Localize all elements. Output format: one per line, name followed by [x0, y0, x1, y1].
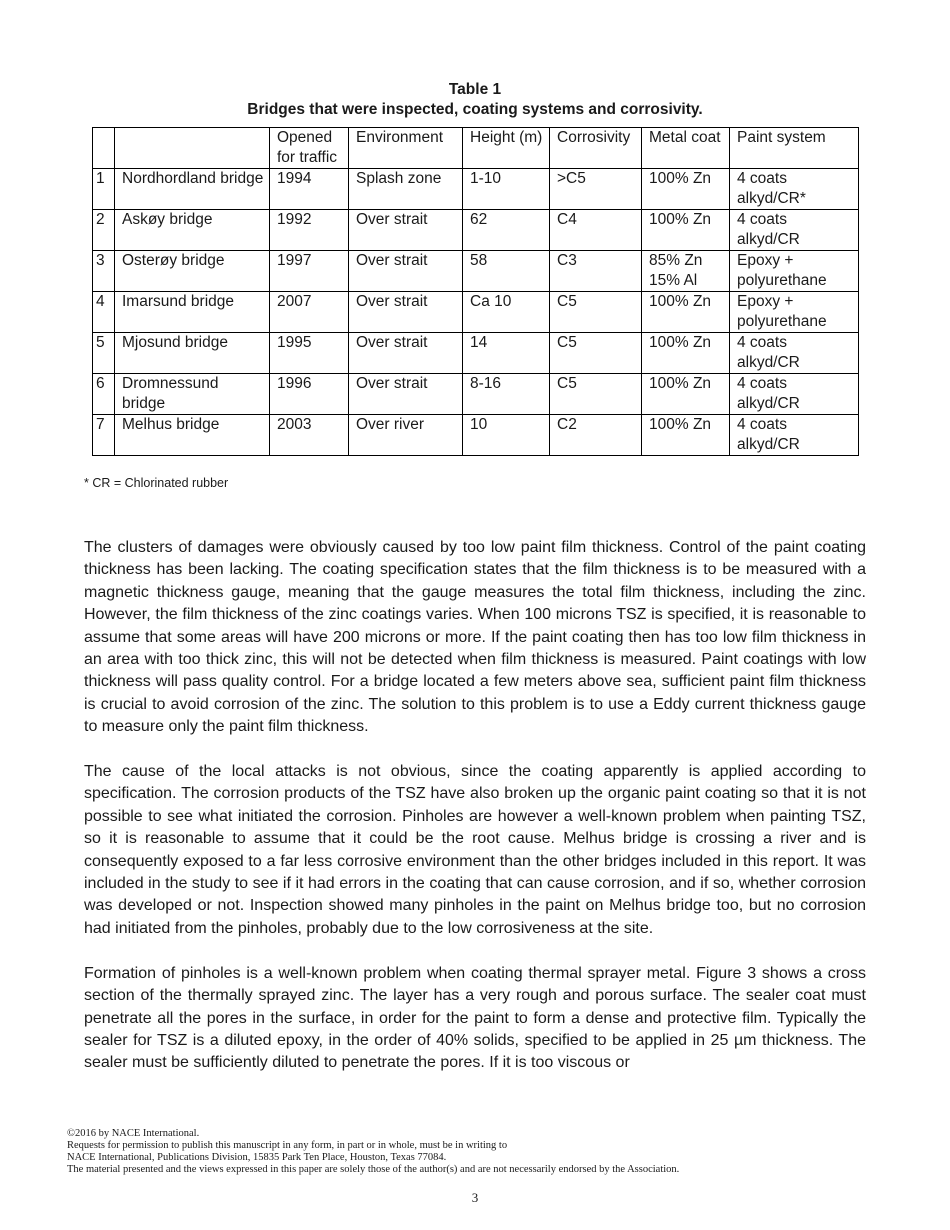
footer-address: NACE International, Publications Division, 15835 Park Ten Place, Houston, Texas 77084.	[67, 1152, 447, 1163]
bridge-name-cell: Dromnessund bridge	[115, 374, 270, 415]
corrosivity-cell: C4	[550, 210, 642, 251]
header-metal-coat: Metal coat	[642, 128, 730, 169]
paragraph: The clusters of damages were obviously caused by too low paint film thickness. Control of the paint coating thickness has been lacking. The coating specification states that the film thickness is to be measured with a magnetic thickness gauge, meaning that the gauge measures the total film thickness, including the zinc. However, the film thickness of the zinc coatings varies. When 100 microns TSZ is specified, it is reasonable to assume that some areas will have 200 microns or more. If the paint coating then has too low film thickness in an area with too thick zinc, this will not be detected when film thickness is measured. Paint coatings with low thickness will pass quality control. For a bridge located a few meters above sea, sufficient paint film thickness is crucial to avoid corrosion of the zinc. The solution to this problem is to use a Eddy current thickness gauge to measure only the paint film thickness.	[84, 539, 866, 736]
row-number-cell: 1	[93, 169, 115, 210]
bridge-name-cell: Imarsund bridge	[115, 292, 270, 333]
row-number-cell: 7	[93, 415, 115, 456]
page-number: 3	[471, 1190, 479, 1205]
header-corrosivity: Corrosivity	[550, 128, 642, 169]
metal-coat-cell: 100% Zn	[642, 210, 730, 251]
metal-coat-cell: 85% Zn 15% Al	[642, 251, 730, 292]
bridge-name-cell: Osterøy bridge	[115, 251, 270, 292]
paragraph: Formation of pinholes is a well-known problem when coating thermal sprayer metal. Figure 3 shows a cross section of the thermally sprayed zinc. The layer has a very rough and porous surface. The sealer coat must penetrate all the pores in the surface, in order for the paint to form a dense and protective film. Typically the sealer for TSZ is a diluted epoxy, in the order of 40% solids, specified to be applied in 25 µm thickness. The sealer must be sufficiently diluted to penetrate the pores. If it is too viscous or	[84, 964, 866, 1072]
row-number-cell: 3	[93, 251, 115, 292]
table-row	[93, 374, 859, 415]
height-cell: 58	[463, 251, 550, 292]
paint-system-cell: Epoxy + polyurethane	[730, 292, 859, 333]
body-text	[84, 537, 866, 1097]
metal-coat-cell: 100% Zn	[642, 374, 730, 415]
table-caption	[0, 80, 950, 120]
table-title: Bridges that were inspected, coating systems and corrosivity.	[247, 101, 703, 118]
metal-coat-cell: 100% Zn	[642, 415, 730, 456]
opened-year-cell: 1992	[270, 210, 349, 251]
bridge-name-cell: Nordhordland bridge	[115, 169, 270, 210]
table-row	[93, 333, 859, 374]
row-number-cell: 2	[93, 210, 115, 251]
opened-year-cell: 1997	[270, 251, 349, 292]
footer-permission: Requests for permission to publish this manuscript in any form, in part or in whole, must be in writing to	[67, 1140, 508, 1151]
header-environment: Environment	[349, 128, 463, 169]
opened-year-cell: 2007	[270, 292, 349, 333]
header-paint-system: Paint system	[730, 128, 859, 169]
table-footnote: * CR = Chlorinated rubber	[84, 476, 229, 490]
table-row	[93, 251, 859, 292]
metal-coat-cell: 100% Zn	[642, 169, 730, 210]
environment-cell: Over strait	[349, 333, 463, 374]
bridge-name-cell: Mjosund bridge	[115, 333, 270, 374]
height-cell: 14	[463, 333, 550, 374]
header-cell	[115, 128, 270, 169]
table-row	[93, 415, 859, 456]
environment-cell: Over strait	[349, 210, 463, 251]
metal-coat-cell: 100% Zn	[642, 333, 730, 374]
table-row	[93, 169, 859, 210]
corrosivity-cell: C2	[550, 415, 642, 456]
header-cell	[93, 128, 115, 169]
row-number-cell: 4	[93, 292, 115, 333]
paint-system-cell: 4 coats alkyd/CR	[730, 374, 859, 415]
corrosivity-cell: >C5	[550, 169, 642, 210]
table-header-row	[93, 128, 859, 169]
corrosivity-cell: C5	[550, 374, 642, 415]
row-number-cell: 6	[93, 374, 115, 415]
paint-system-cell: 4 coats alkyd/CR	[730, 333, 859, 374]
environment-cell: Splash zone	[349, 169, 463, 210]
bridge-name-cell: Askøy bridge	[115, 210, 270, 251]
environment-cell: Over strait	[349, 374, 463, 415]
bridges-table	[92, 127, 859, 456]
footer-disclaimer: The material presented and the views expressed in this paper are solely those of the author(s) and are not necessarily endorsed by the Association.	[67, 1164, 680, 1175]
paint-system-cell: Epoxy + polyurethane	[730, 251, 859, 292]
opened-year-cell: 2003	[270, 415, 349, 456]
header-height: Height (m)	[463, 128, 550, 169]
paragraph: The cause of the local attacks is not obvious, since the coating apparently is applied according to specification. The corrosion products of the TSZ have also broken up the organic paint coating so that it is not possible to see what initiated the corrosion. Pinholes are however a well-known problem when painting TSZ, so it is reasonable to assume that it could be the root cause. Melhus bridge is crossing a river and is consequently exposed to a far less corrosive environment than the other bridges included in this report. It was included in the study to see if it had errors in the coating that can cause corrosion, and if so, whether corrosion was developed or not. Inspection showed many pinholes in the paint on Melhus bridge too, but no corrosion had initiated from the pinholes, probably due to the low corrosiveness at the site.	[84, 763, 866, 937]
height-cell: 1-10	[463, 169, 550, 210]
row-number-cell: 5	[93, 333, 115, 374]
table-row	[93, 210, 859, 251]
corrosivity-cell: C5	[550, 292, 642, 333]
paint-system-cell: 4 coats alkyd/CR*	[730, 169, 859, 210]
height-cell: 10	[463, 415, 550, 456]
paint-system-cell: 4 coats alkyd/CR	[730, 210, 859, 251]
height-cell: 62	[463, 210, 550, 251]
opened-year-cell: 1994	[270, 169, 349, 210]
opened-year-cell: 1995	[270, 333, 349, 374]
environment-cell: Over river	[349, 415, 463, 456]
table-label: Table 1	[448, 81, 502, 98]
environment-cell: Over strait	[349, 251, 463, 292]
metal-coat-cell: 100% Zn	[642, 292, 730, 333]
opened-year-cell: 1996	[270, 374, 349, 415]
header-opened: Opened for traffic	[270, 128, 349, 169]
bridge-name-cell: Melhus bridge	[115, 415, 270, 456]
table-row	[93, 292, 859, 333]
corrosivity-cell: C3	[550, 251, 642, 292]
table-body	[93, 169, 859, 456]
height-cell: 8-16	[463, 374, 550, 415]
page-footer	[67, 1128, 887, 1176]
height-cell: Ca 10	[463, 292, 550, 333]
environment-cell: Over strait	[349, 292, 463, 333]
footer-copyright: ©2016 by NACE International.	[67, 1128, 200, 1139]
paint-system-cell: 4 coats alkyd/CR	[730, 415, 859, 456]
corrosivity-cell: C5	[550, 333, 642, 374]
